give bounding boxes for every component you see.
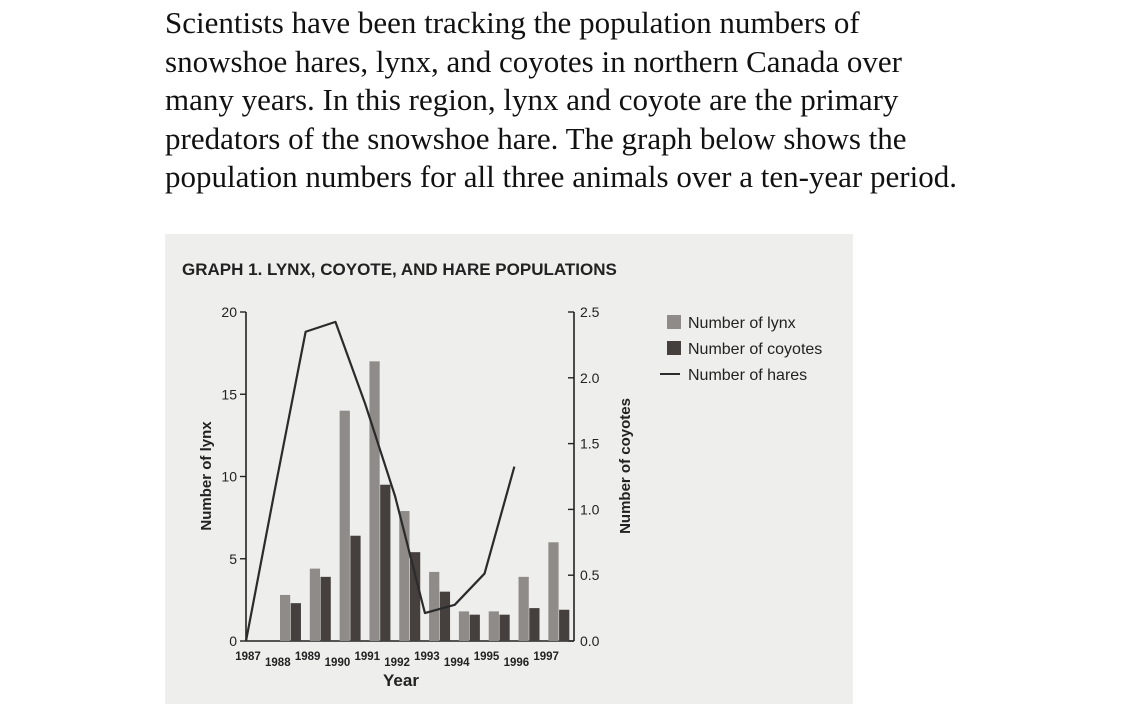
- legend-swatch-lynx: [667, 315, 681, 329]
- right-axis-ticks: [568, 304, 600, 649]
- right-tick-label: 1.5: [580, 435, 600, 452]
- right-tick-label: 2.5: [580, 304, 600, 320]
- right-tick-label: 0.0: [580, 633, 600, 649]
- lynx-bar-1996: [519, 577, 529, 641]
- legend-label-lynx: Number of lynx: [688, 315, 796, 332]
- x-tick-label: 1992: [384, 657, 410, 669]
- population-chart: [165, 234, 853, 704]
- legend-label-coyotes: Number of coyotes: [688, 341, 823, 358]
- graph-figure: [165, 234, 853, 704]
- bar-series: [280, 361, 569, 641]
- x-axis-title: Year: [383, 671, 419, 690]
- x-tick-label: 1989: [294, 651, 321, 663]
- left-tick-label: 10: [221, 468, 237, 485]
- x-tick-label: 1990: [324, 657, 351, 669]
- left-axis-title: Number of lynx: [198, 421, 215, 531]
- lynx-bar-1990: [340, 411, 350, 641]
- x-tick-label: 1997: [533, 651, 559, 663]
- coyote-bar-1995: [499, 615, 509, 641]
- left-tick-label: 15: [221, 386, 237, 403]
- x-tick-label: 1987: [235, 651, 261, 663]
- coyote-bar-1989: [321, 577, 331, 641]
- legend-label-hares: Number of hares: [688, 367, 808, 384]
- right-axis-title: Number of coyotes: [617, 398, 634, 534]
- legend-swatch-coyotes: [667, 341, 681, 355]
- left-tick-label: 20: [221, 304, 237, 320]
- coyote-bar-1996: [529, 608, 539, 641]
- right-tick-label: 2.0: [580, 369, 600, 386]
- lynx-bar-1997: [548, 542, 558, 641]
- x-tick-label: 1993: [414, 651, 440, 663]
- left-axis-ticks: [221, 304, 246, 649]
- coyote-bar-1992: [410, 552, 420, 641]
- lynx-bar-1989: [310, 569, 320, 641]
- x-tick-label: 1988: [265, 657, 291, 669]
- lynx-bar-1988: [280, 595, 290, 641]
- x-tick-label: 1991: [354, 651, 381, 663]
- left-tick-label: 5: [229, 550, 237, 567]
- x-axis-ticks: [235, 651, 559, 669]
- lynx-bar-1994: [459, 611, 469, 641]
- coyote-bar-1988: [291, 603, 301, 641]
- coyote-bar-1993: [440, 592, 450, 641]
- lynx-bar-1995: [489, 611, 499, 641]
- right-tick-label: 0.5: [580, 567, 600, 584]
- x-tick-label: 1996: [503, 657, 530, 669]
- coyote-bar-1991: [380, 485, 390, 641]
- lynx-bar-1993: [429, 572, 439, 641]
- x-tick-label: 1994: [443, 657, 470, 669]
- coyote-bar-1990: [350, 536, 360, 641]
- chart-title: GRAPH 1. LYNX, COYOTE, AND HARE POPULATIONS: [182, 260, 617, 279]
- right-tick-label: 1.0: [580, 501, 600, 518]
- lynx-bar-1991: [369, 361, 379, 641]
- coyote-bar-1997: [559, 610, 569, 641]
- legend: [660, 315, 822, 384]
- left-tick-label: 0: [229, 633, 237, 649]
- intro-paragraph: Scientists have been tracking the population numbers of snowshoe hares, lynx, and coyotes in northern Canada over many years. In this region, lynx and coyote are the primary predators of the snowshoe hare. The graph below shows the population numbers for all three animals over a ten-year period.: [165, 5, 957, 194]
- coyote-bar-1994: [470, 615, 480, 641]
- x-tick-label: 1995: [473, 651, 500, 663]
